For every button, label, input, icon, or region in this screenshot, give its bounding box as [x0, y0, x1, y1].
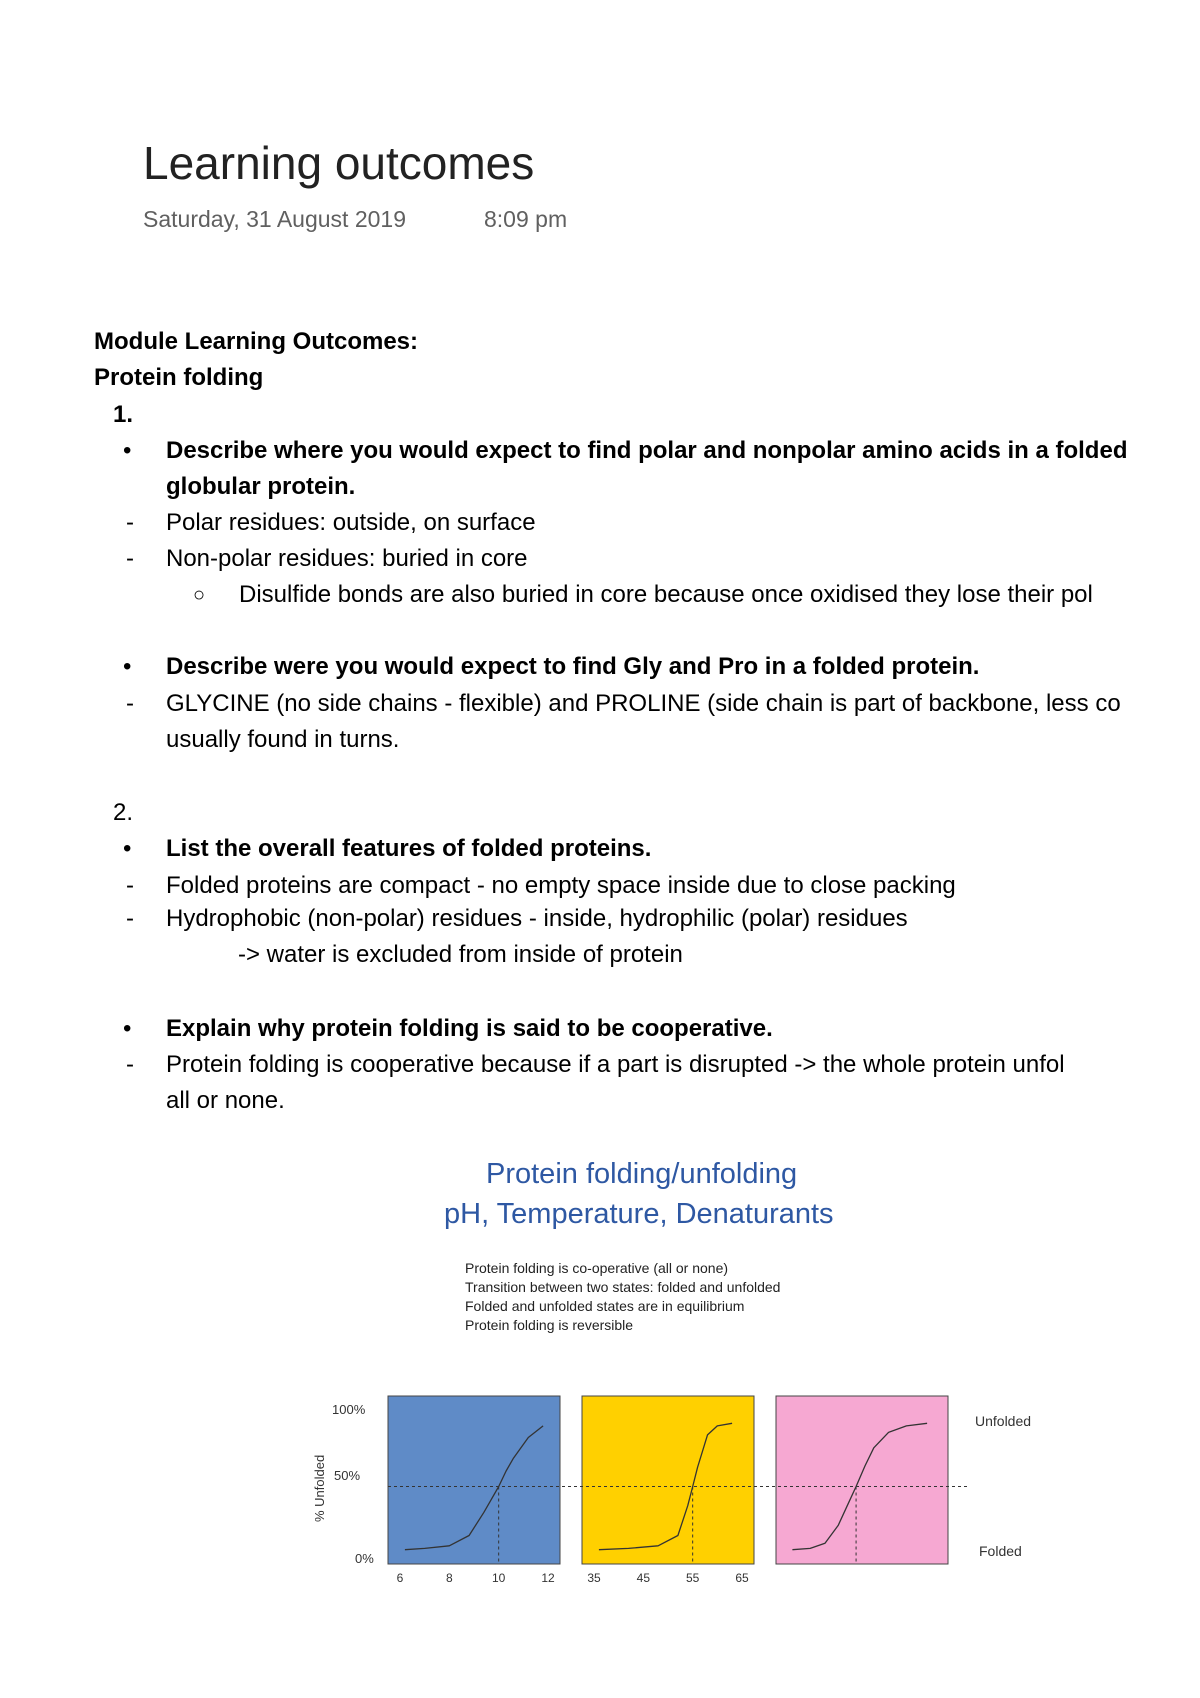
bullet-marker: •: [123, 835, 132, 862]
answer-1a-1: Polar residues: outside, on surface: [166, 509, 536, 536]
question-2a: List the overall features of folded proteins.: [166, 835, 652, 862]
list-number-2: 2.: [113, 799, 134, 826]
y-tick-label: 100%: [332, 1402, 366, 1417]
bullet-marker: •: [123, 437, 132, 464]
panel-temperature: [582, 1396, 754, 1564]
page-date: Saturday, 31 August 2019: [143, 206, 406, 232]
figure-note: Transition between two states: folded and unfolded: [465, 1279, 781, 1295]
list-number-1: 1.: [113, 401, 134, 428]
y-tick-label: 50%: [334, 1468, 361, 1483]
answer-1a-2: Non-polar residues: buried in core: [166, 545, 528, 572]
answer-2b-line1: Protein folding is cooperative because if a part is disrupted -> the whole protein unfol: [166, 1051, 1065, 1078]
module-heading: Module Learning Outcomes:: [94, 328, 419, 355]
answer-2a-3: -> water is excluded from inside of protein: [238, 941, 683, 968]
answer-1b-line2: usually found in turns.: [166, 726, 400, 753]
x-tick-label: 6: [396, 1571, 404, 1585]
figure-note: Protein folding is reversible: [465, 1317, 634, 1333]
x-tick-label: 12: [541, 1571, 555, 1585]
dash-marker: -: [126, 509, 134, 536]
bullet-marker: •: [123, 1015, 132, 1042]
dash-marker: -: [126, 872, 134, 899]
x-tick-label: 65: [735, 1571, 749, 1585]
x-tick-label: 10: [491, 1571, 506, 1585]
page-title: Learning outcomes: [143, 137, 535, 189]
panel-ph: [388, 1396, 560, 1564]
y-tick-label: 0%: [355, 1551, 374, 1566]
dash-marker: -: [126, 905, 134, 932]
question-1a-line1: Describe where you would expect to find polar and nonpolar amino acids in a folded: [166, 437, 1128, 464]
answer-2b-line2: all or none.: [166, 1087, 285, 1114]
answer-2a-2: Hydrophobic (non-polar) residues - inside, hydrophilic (polar) residues: [166, 905, 908, 932]
answer-1b-line1: GLYCINE (no side chains - flexible) and PROLINE (side chain is part of backbone, less co: [166, 690, 1121, 717]
answer-1a-sub: Disulfide bonds are also buried in core because once oxidised they lose their pol: [239, 581, 1093, 608]
dash-marker: -: [126, 1051, 134, 1078]
page-time: 8:09 pm: [484, 206, 568, 232]
x-tick-label: 35: [587, 1571, 601, 1585]
figure-title-line2: pH, Temperature, Denaturants: [444, 1198, 834, 1230]
question-2b: Explain why protein folding is said to be cooperative.: [166, 1015, 773, 1042]
figure-title-line1: Protein folding/unfolding: [486, 1158, 798, 1190]
x-tick-label: 45: [636, 1571, 651, 1585]
answer-2a-1: Folded proteins are compact - no empty space inside due to close packing: [166, 872, 956, 899]
y-axis-label: % Unfolded: [312, 1454, 327, 1522]
x-tick-label: 55: [685, 1571, 700, 1585]
question-1a-line2: globular protein.: [166, 473, 356, 500]
dash-marker: -: [126, 690, 134, 717]
bullet-marker: •: [123, 653, 132, 680]
panel-denaturant: [776, 1396, 948, 1564]
circle-marker: ○: [193, 584, 206, 606]
question-1b: Describe were you would expect to find Gly and Pro in a folded protein.: [166, 653, 980, 680]
x-tick-label: 8: [445, 1571, 453, 1585]
figure-note: Folded and unfolded states are in equilibrium: [465, 1298, 745, 1314]
dash-marker: -: [126, 545, 134, 572]
folded-label: Folded: [979, 1543, 1022, 1559]
figure-note: Protein folding is co-operative (all or none): [465, 1260, 729, 1276]
unfolded-label: Unfolded: [975, 1413, 1032, 1429]
section-heading: Protein folding: [94, 364, 264, 391]
